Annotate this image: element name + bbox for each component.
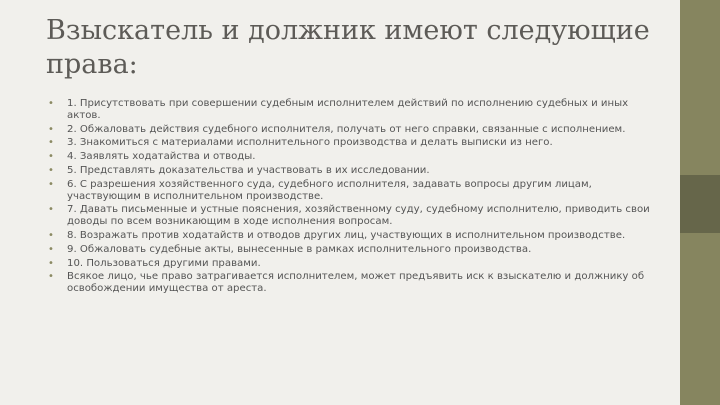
bullet-icon: • [48, 271, 54, 283]
list-item [46, 179, 656, 203]
list-item-text: 5. Представлять доказательства и участвовать в их исследовании. [67, 164, 430, 176]
bullet-icon: • [48, 257, 54, 269]
list-item-text: 1. Присутствовать при совершении судебным исполнителем действий по исполнению судебных и иных актов. [67, 98, 629, 121]
list-item-text: Всякое лицо, чье право затрагивается исполнителем, может предъявить иск к взыскателю и должнику об освобождении имущества от ареста. [67, 271, 645, 295]
list-item [46, 124, 656, 136]
list-item [46, 271, 656, 295]
slide-content [46, 98, 656, 297]
list-item-text: 7. Давать письменные и устные пояснения, хозяйственному суду, судебному исполнителю, приводить свои доводы по всем возникающим в ходе исполнения вопросам. [67, 204, 650, 228]
rights-list [46, 98, 656, 295]
bullet-icon: • [48, 151, 54, 163]
list-item-text: 4. Заявлять ходатайства и отводы. [67, 151, 256, 163]
list-item [46, 258, 656, 270]
list-item-text: 3. Знакомиться с материалами исполнительного производства и делать выписки из него. [67, 137, 553, 149]
decorative-sidebar [680, 0, 720, 405]
list-item [46, 137, 656, 149]
sidebar-accent-block [680, 175, 720, 233]
bullet-icon: • [48, 243, 54, 255]
bullet-icon: • [48, 123, 54, 135]
list-item [46, 230, 656, 242]
list-item-text: 10. Пользоваться другими правами. [67, 257, 261, 269]
list-item [46, 151, 656, 163]
list-item-text: 9. Обжаловать судебные акты, вынесенные в рамках исполнительного производства. [67, 243, 532, 255]
bullet-icon: • [48, 164, 54, 176]
list-item [46, 98, 656, 122]
bullet-icon: • [48, 229, 54, 241]
bullet-icon: • [48, 98, 54, 109]
bullet-icon: • [48, 137, 54, 149]
slide-title: Взыскатель и должник имеют следующие права: [46, 15, 650, 80]
bullet-icon: • [48, 204, 54, 216]
list-item [46, 165, 656, 177]
list-item-text: 8. Возражать против ходатайств и отводов других лиц, участвующих в исполнительном производстве. [67, 229, 626, 241]
list-item [46, 204, 656, 228]
list-item-text: 6. С разрешения хозяйственного суда, судебного исполнителя, задавать вопросы другим лицам, участвующим в исполнительном производстве. [67, 178, 592, 202]
bullet-icon: • [48, 178, 54, 190]
list-item-text: 2. Обжаловать действия судебного исполнителя, получать от него справки, связанные с исполнением. [67, 123, 626, 135]
list-item [46, 244, 656, 256]
